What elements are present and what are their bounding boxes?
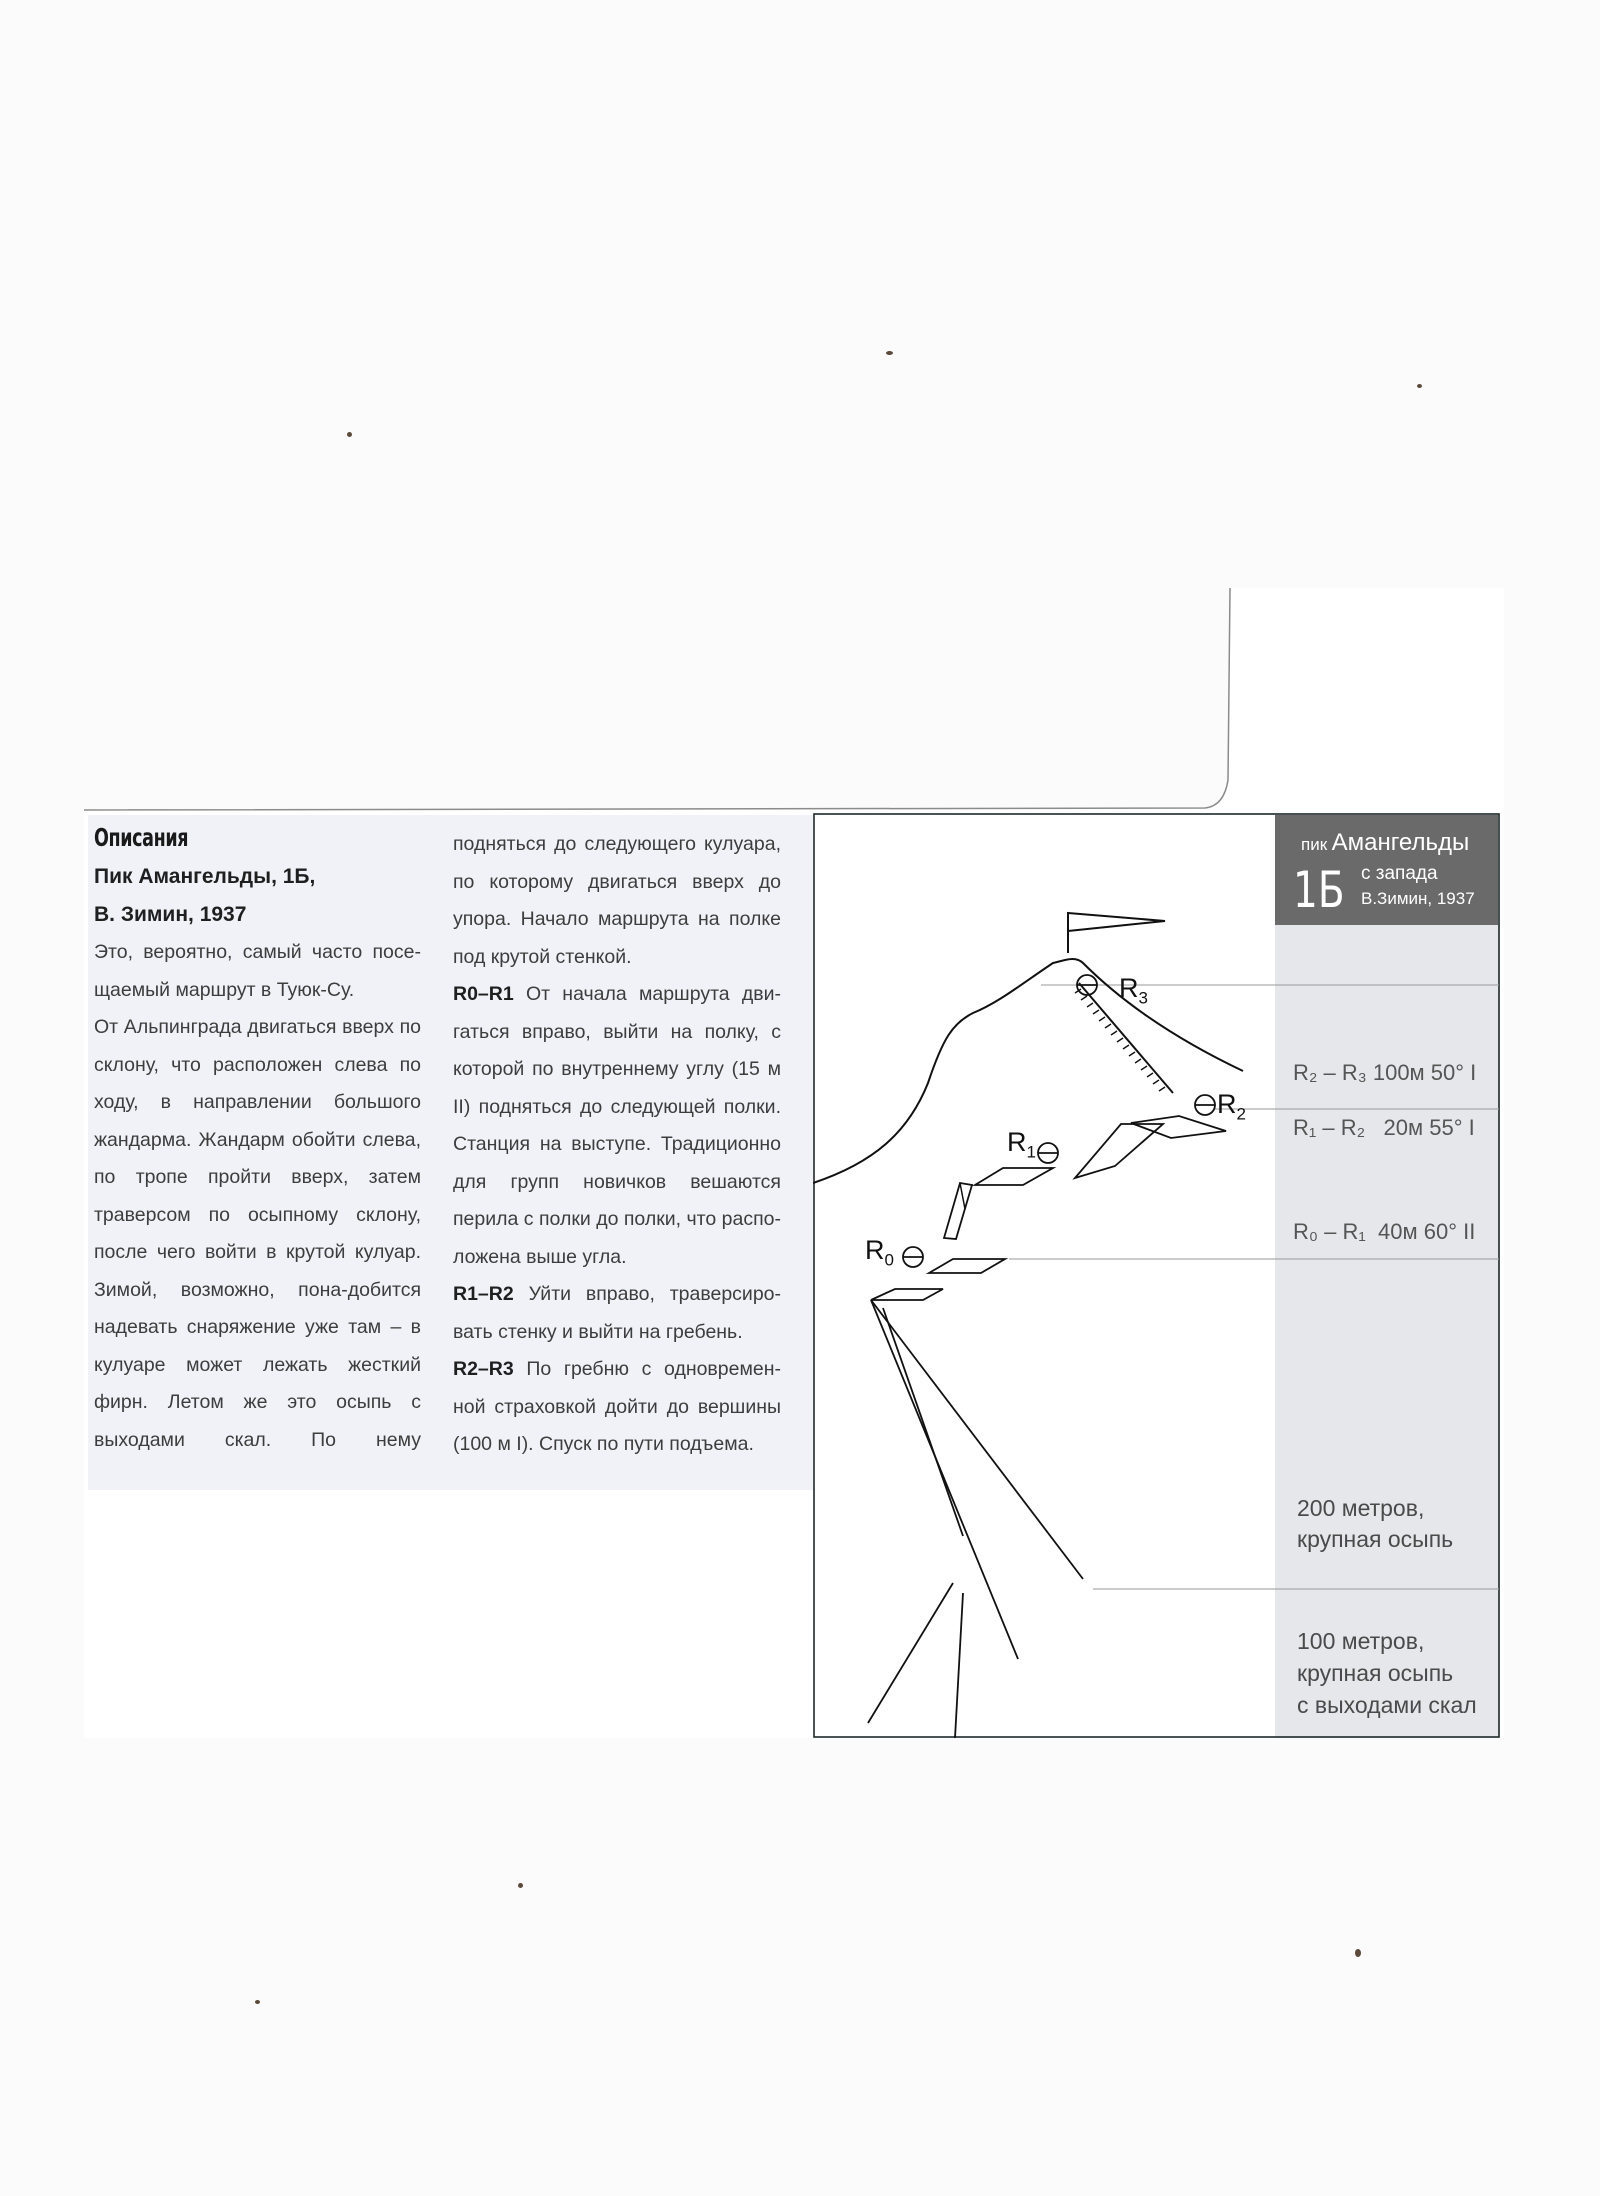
station-letter: R xyxy=(1007,1127,1027,1157)
pitch-text: Уйти вправо, траверсиро-вать стенку и выйти на гребень. xyxy=(453,1283,781,1343)
paragraph-r2r3 xyxy=(453,1351,781,1464)
article-column-2 xyxy=(453,826,781,1464)
article-column-1 xyxy=(94,820,421,1459)
route-badge xyxy=(1275,815,1498,925)
badge-peak-prefix: пик xyxy=(1301,835,1328,854)
station-letter: R xyxy=(865,1235,885,1265)
badge-peak-name: Амангельды xyxy=(1331,829,1470,856)
pitch-r0-r1: R₀ – R₁ 40м 60° II xyxy=(1293,1219,1476,1244)
badge-grade: 1Б xyxy=(1293,861,1345,919)
pitch-label: R0–R1 xyxy=(453,983,514,1005)
approach-upper-line: крупная осыпь xyxy=(1297,1526,1454,1552)
route-title: Пик Амангельды, 1Б, xyxy=(94,865,316,888)
paragraph-r0r1 xyxy=(453,976,781,1276)
paragraph: От Альпинграда двигаться вверх по склону, что расположен слева по ходу, в направлении большого жандарма. Жандарм обойти слева, по тропе пройти вверх, затем траверсом по осыпному склону, после чего войти в крутой кулуар. Зимой, возможно, пона-добится надевать снаряжение уже там – в кулуаре может лежать жесткий фирн. Летом же это осыпь с выходами скал. По нему xyxy=(94,1016,421,1451)
topo-drawing xyxy=(813,813,1500,1738)
pitch-label: R2–R3 xyxy=(453,1358,514,1380)
badge-author: В.Зимин, 1937 xyxy=(1361,889,1475,908)
badge-peak xyxy=(1301,829,1469,857)
pitch-r2-r3: R₂ – R₃ 100м 50° I xyxy=(1293,1060,1477,1085)
pitch-text: От начала маршрута дви-гаться вправо, выйти на полку, с которой по внутреннему углу (15 м II) подняться до следующей полки. Станция на выступе. Традиционно для групп новичков вешаются перила с полки до полки, что распо-ложена выше угла. xyxy=(453,983,781,1268)
station-label-r3 xyxy=(1119,973,1148,1008)
approach-lower-line: с выходами скал xyxy=(1297,1692,1477,1718)
approach-upper xyxy=(1297,1493,1453,1555)
pitch-label: R1–R2 xyxy=(453,1283,514,1305)
section-heading: Описания xyxy=(94,823,189,852)
approach-upper-line: 200 метров, xyxy=(1297,1495,1425,1521)
paragraph: подняться до следующего кулуара, по которому двигаться вверх до упора. Начало маршрута на полке под крутой стенкой. xyxy=(453,833,781,968)
station-letter: R xyxy=(1119,973,1139,1003)
badge-direction: с запада xyxy=(1361,863,1438,884)
route-topo xyxy=(813,813,1500,1738)
station-label-r0 xyxy=(865,1235,894,1270)
approach-lower-line: крупная осыпь xyxy=(1297,1660,1454,1686)
paragraph-r1r2 xyxy=(453,1276,781,1351)
station-letter: R xyxy=(1217,1089,1237,1119)
station-sub: 1 xyxy=(1026,1142,1036,1162)
route-author: В. Зимин, 1937 xyxy=(94,903,247,926)
pitch-text: По гребню с одновремен-ной страховкой дойти до вершины (100 м I). Спуск по пути подъема. xyxy=(453,1358,781,1455)
station-sub: 2 xyxy=(1236,1104,1246,1124)
station-sub: 0 xyxy=(884,1250,894,1270)
approach-lower-line: 100 метров, xyxy=(1297,1628,1425,1654)
station-symbols xyxy=(903,975,1215,1267)
pitch-r1-r2: R₁ – R₂ 20м 55° I xyxy=(1293,1115,1475,1140)
station-label-r1 xyxy=(1007,1127,1036,1162)
station-sub: 3 xyxy=(1138,988,1148,1008)
station-label-r2 xyxy=(1217,1089,1246,1124)
approach-lower xyxy=(1297,1625,1477,1721)
paragraph: Это, вероятно, самый часто посе-щаемый маршрут в Туюк-Су. xyxy=(94,941,421,1001)
